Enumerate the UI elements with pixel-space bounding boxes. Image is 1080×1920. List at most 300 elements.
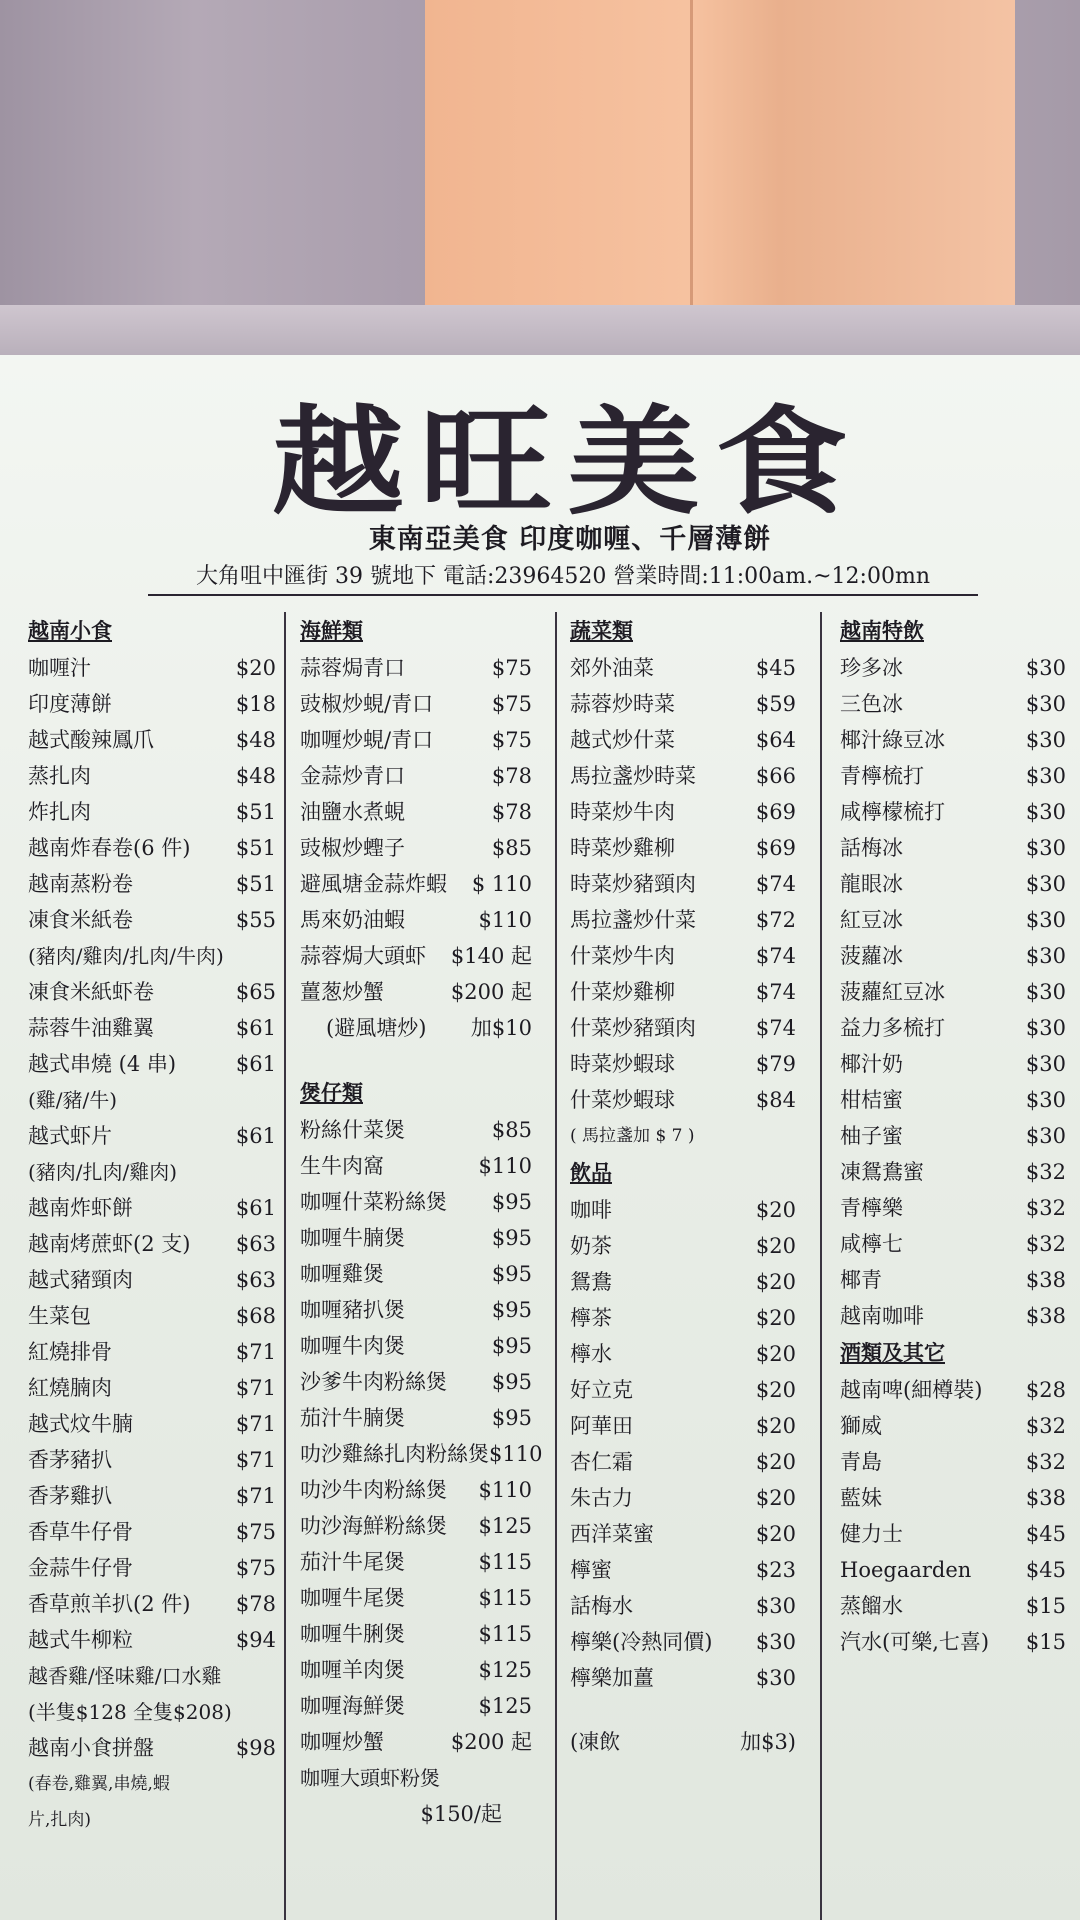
menu-item bbox=[300, 1400, 532, 1436]
item-name: 香茅豬扒 bbox=[28, 1448, 112, 1472]
item-price: $200 起 bbox=[450, 1730, 532, 1754]
item-price: $30 bbox=[1025, 692, 1066, 716]
menu-item bbox=[840, 686, 1066, 722]
restaurant-address: 大角咀中匯街 39 號地下 電話:23964520 營業時間:11:00am.~12:00mn bbox=[148, 560, 978, 596]
item-price: $95 bbox=[491, 1370, 532, 1394]
menu-item bbox=[570, 1660, 796, 1696]
item-price: $32 bbox=[1025, 1232, 1066, 1256]
menu-item bbox=[840, 1226, 1066, 1262]
item-price: $200 起 bbox=[450, 980, 532, 1004]
item-note: (豬肉/扎肉/雞肉) bbox=[28, 1160, 178, 1184]
item-price: $30 bbox=[1025, 836, 1066, 860]
item-price: $95 bbox=[491, 1406, 532, 1430]
item-name: 三色冰 bbox=[840, 692, 903, 716]
item-price: $30 bbox=[755, 1594, 796, 1618]
menu-column-vegetables-drinks bbox=[570, 612, 796, 1760]
menu-item bbox=[28, 974, 276, 1010]
item-price: $63 bbox=[235, 1232, 276, 1256]
item-name: 檸蜜 bbox=[570, 1558, 612, 1582]
menu-item bbox=[300, 1292, 532, 1328]
item-price: $66 bbox=[755, 764, 796, 788]
item-name: 越式虾片 bbox=[28, 1124, 112, 1148]
menu-item bbox=[570, 866, 796, 902]
menu-item bbox=[840, 1552, 1066, 1588]
column-divider bbox=[820, 612, 822, 1920]
item-name: 蒜蓉焗大頭虾 bbox=[300, 944, 426, 968]
menu-item bbox=[840, 1262, 1066, 1298]
item-name: 越南烤蔗虾(2 支) bbox=[28, 1232, 191, 1256]
item-name: 柚子蜜 bbox=[840, 1124, 903, 1148]
item-note: 咖喱大頭虾粉煲 bbox=[300, 1766, 440, 1790]
item-price: $51 bbox=[235, 872, 276, 896]
item-price: $45 bbox=[755, 656, 796, 680]
item-price: $38 bbox=[1025, 1486, 1066, 1510]
menu-item bbox=[840, 1298, 1066, 1334]
item-name: 蒸扎肉 bbox=[28, 764, 91, 788]
menu-item bbox=[28, 1406, 276, 1442]
item-price: $75 bbox=[491, 728, 532, 752]
item-name: 凍食米紙卷 bbox=[28, 908, 133, 932]
item-price: $110 bbox=[478, 908, 532, 932]
menu-item bbox=[570, 722, 796, 758]
item-list bbox=[840, 650, 1066, 1334]
menu-item bbox=[28, 1622, 276, 1658]
item-name: 越南咖啡 bbox=[840, 1304, 924, 1328]
menu-item bbox=[28, 866, 276, 902]
item-price: $30 bbox=[1025, 908, 1066, 932]
item-price: $28 bbox=[1025, 1378, 1066, 1402]
item-price: $74 bbox=[755, 1016, 796, 1040]
item-note: ( 馬拉盞加 $ 7 ) bbox=[570, 1126, 695, 1146]
item-name: 時菜炒蝦球 bbox=[570, 1052, 675, 1076]
item-name: 青檸樂 bbox=[840, 1196, 903, 1220]
item-name: 菠蘿紅豆冰 bbox=[840, 980, 945, 1004]
menu-item bbox=[840, 1516, 1066, 1552]
item-name: 咖喱炒蟹 bbox=[300, 1730, 384, 1754]
item-price: $30 bbox=[1025, 1124, 1066, 1148]
menu-item bbox=[840, 1372, 1066, 1408]
menu-item bbox=[570, 902, 796, 938]
menu-column-seafood bbox=[300, 612, 543, 1832]
item-list bbox=[840, 1372, 1066, 1660]
item-price: $20 bbox=[755, 1486, 796, 1510]
board-seam bbox=[690, 0, 693, 305]
item-name: 時菜炒雞柳 bbox=[570, 836, 675, 860]
item-name: 青島 bbox=[840, 1450, 882, 1474]
item-name: 什菜炒雞柳 bbox=[570, 980, 675, 1004]
item-price: $125 bbox=[478, 1658, 532, 1682]
item-price: $95 bbox=[491, 1334, 532, 1358]
item-price: $74 bbox=[755, 944, 796, 968]
item-price: $ 110 bbox=[471, 872, 532, 896]
menu-item bbox=[300, 1508, 532, 1544]
menu-column-snacks bbox=[28, 612, 276, 1838]
item-name: 粉絲什菜煲 bbox=[300, 1118, 405, 1142]
menu-item bbox=[570, 1082, 796, 1118]
item-name: 越式酸辣鳳爪 bbox=[28, 728, 154, 752]
item-price: 加$10 bbox=[470, 1016, 532, 1040]
menu-item bbox=[28, 794, 276, 830]
item-name: 檸樂(冷熱同價) bbox=[570, 1630, 713, 1654]
item-name: 咖喱什菜粉絲煲 bbox=[300, 1190, 447, 1214]
menu-item bbox=[300, 938, 532, 974]
item-price: $20 bbox=[755, 1522, 796, 1546]
menu-item bbox=[570, 1300, 796, 1336]
item-price: $20 bbox=[755, 1234, 796, 1258]
item-name: 獅威 bbox=[840, 1414, 882, 1438]
menu-item bbox=[570, 1724, 796, 1760]
menu-item bbox=[28, 1370, 276, 1406]
menu-item bbox=[570, 1444, 796, 1480]
section-heading: 海鮮類 bbox=[300, 618, 363, 643]
item-name: 咖喱牛尾煲 bbox=[300, 1586, 405, 1610]
item-list bbox=[300, 650, 532, 1010]
item-price: $45 bbox=[1025, 1558, 1066, 1582]
menu-item bbox=[840, 1010, 1066, 1046]
background-board bbox=[425, 0, 1015, 305]
menu-item bbox=[840, 866, 1066, 902]
item-name: 茄汁牛腩煲 bbox=[300, 1406, 405, 1430]
item-price: $20 bbox=[755, 1450, 796, 1474]
item-price: $94 bbox=[235, 1628, 276, 1652]
item-name: 咸檸七 bbox=[840, 1232, 903, 1256]
menu-item bbox=[28, 1586, 276, 1622]
menu-item bbox=[300, 1436, 543, 1472]
item-price: $110 bbox=[489, 1442, 543, 1466]
item-list bbox=[28, 1190, 276, 1658]
menu-item bbox=[840, 794, 1066, 830]
menu-item bbox=[570, 1588, 796, 1624]
item-name: 蒜蓉焗青口 bbox=[300, 656, 405, 680]
item-price: $125 bbox=[478, 1514, 532, 1538]
item-price: $30 bbox=[1025, 1088, 1066, 1112]
menu-item bbox=[570, 830, 796, 866]
item-name: 印度薄餅 bbox=[28, 692, 112, 716]
item-name: 越式串燒 (4 串) bbox=[28, 1052, 177, 1076]
restaurant-subtitle: 東南亞美食 印度咖喱、千層薄餅 bbox=[368, 524, 772, 555]
item-price: $64 bbox=[755, 728, 796, 752]
item-name: 龍眼冰 bbox=[840, 872, 903, 896]
item-price: $71 bbox=[235, 1484, 276, 1508]
item-name: 金蒜牛仔骨 bbox=[28, 1556, 133, 1580]
item-price: $48 bbox=[235, 728, 276, 752]
menu-item bbox=[300, 1010, 532, 1046]
menu-item bbox=[840, 1480, 1066, 1516]
item-list bbox=[28, 974, 276, 1082]
item-name: 凍食米紙虾卷 bbox=[28, 980, 154, 1004]
item-name: 蒸餾水 bbox=[840, 1594, 903, 1618]
menu-item bbox=[570, 1408, 796, 1444]
menu-item bbox=[570, 1372, 796, 1408]
menu-item bbox=[28, 1010, 276, 1046]
menu-item bbox=[570, 1264, 796, 1300]
menu-item bbox=[28, 1334, 276, 1370]
menu-item bbox=[570, 1552, 796, 1588]
item-name: 叻沙牛肉粉絲煲 bbox=[300, 1478, 447, 1502]
item-list bbox=[28, 650, 276, 938]
menu-item bbox=[840, 1046, 1066, 1082]
menu-item bbox=[840, 1444, 1066, 1480]
item-name: 健力士 bbox=[840, 1522, 903, 1546]
item-name: 阿華田 bbox=[570, 1414, 633, 1438]
menu-item bbox=[28, 830, 276, 866]
item-name: 炸扎肉 bbox=[28, 800, 91, 824]
item-price: 加$3) bbox=[740, 1730, 796, 1754]
menu-item bbox=[300, 794, 532, 830]
item-price: $30 bbox=[755, 1666, 796, 1690]
item-name: 青檸梳打 bbox=[840, 764, 924, 788]
item-price: $115 bbox=[478, 1550, 532, 1574]
item-price: $150/起 bbox=[420, 1802, 502, 1826]
item-note: (豬肉/雞肉/扎肉/牛肉) bbox=[28, 944, 224, 968]
item-name: 話梅水 bbox=[570, 1594, 633, 1618]
item-price: $125 bbox=[478, 1694, 532, 1718]
menu-item bbox=[300, 1256, 532, 1292]
item-price: $95 bbox=[491, 1226, 532, 1250]
section-gap bbox=[570, 1696, 796, 1724]
menu-item bbox=[300, 1688, 532, 1724]
section-heading: 越南特飲 bbox=[840, 618, 924, 643]
item-name: 時菜炒豬頸肉 bbox=[570, 872, 696, 896]
menu-item bbox=[300, 1148, 532, 1184]
item-name: 咖喱雞煲 bbox=[300, 1262, 384, 1286]
item-note: (避風塘炒) bbox=[326, 1016, 427, 1040]
item-price: $38 bbox=[1025, 1268, 1066, 1292]
item-name: 好立克 bbox=[570, 1378, 633, 1402]
menu-item bbox=[28, 686, 276, 722]
item-name: 薑葱炒蟹 bbox=[300, 980, 384, 1004]
menu-item bbox=[300, 722, 532, 758]
item-name: 檸水 bbox=[570, 1342, 612, 1366]
item-price: $59 bbox=[755, 692, 796, 716]
item-name: 紅燒排骨 bbox=[28, 1340, 112, 1364]
item-price: $95 bbox=[491, 1298, 532, 1322]
menu-item bbox=[570, 1336, 796, 1372]
item-name: 朱古力 bbox=[570, 1486, 633, 1510]
menu-item bbox=[28, 1550, 276, 1586]
item-name: 咖喱汁 bbox=[28, 656, 91, 680]
menu-item bbox=[570, 1192, 796, 1228]
item-name: 西洋菜蜜 bbox=[570, 1522, 654, 1546]
menu-item bbox=[840, 650, 1066, 686]
restaurant-title: 越旺美食 bbox=[271, 393, 864, 531]
item-name: 越南啤(細樽裝) bbox=[840, 1378, 983, 1402]
item-price: $45 bbox=[1025, 1522, 1066, 1546]
item-note: (凍飲 bbox=[570, 1730, 621, 1754]
item-name: 椰青 bbox=[840, 1268, 882, 1292]
menu-item bbox=[840, 1118, 1066, 1154]
item-price: $20 bbox=[755, 1414, 796, 1438]
item-name: 叻沙海鮮粉絲煲 bbox=[300, 1514, 447, 1538]
menu-item bbox=[28, 1226, 276, 1262]
item-price: $20 bbox=[755, 1342, 796, 1366]
menu-item bbox=[28, 1262, 276, 1298]
item-price: $51 bbox=[235, 836, 276, 860]
menu-item bbox=[840, 722, 1066, 758]
item-price: $15 bbox=[1025, 1630, 1066, 1654]
item-name: 香草牛仔骨 bbox=[28, 1520, 133, 1544]
item-price: $74 bbox=[755, 980, 796, 1004]
section-heading: 越南小食 bbox=[28, 618, 112, 643]
item-price: $84 bbox=[755, 1088, 796, 1112]
item-name: 咖喱牛腩煲 bbox=[300, 1226, 405, 1250]
menu-item bbox=[840, 1190, 1066, 1226]
section-gap bbox=[300, 1046, 532, 1074]
item-note: 越香雞/怪味雞/口水雞 bbox=[28, 1664, 222, 1688]
item-price: $30 bbox=[1025, 944, 1066, 968]
item-price: $115 bbox=[478, 1586, 532, 1610]
item-price: $61 bbox=[235, 1124, 276, 1148]
item-price: $85 bbox=[491, 836, 532, 860]
menu-item bbox=[28, 1514, 276, 1550]
item-price: $55 bbox=[235, 908, 276, 932]
item-price: $140 起 bbox=[450, 944, 532, 968]
item-note: (半隻$128 全隻$208) bbox=[28, 1700, 232, 1724]
item-price: $75 bbox=[235, 1556, 276, 1580]
item-name: 越南炸虾餅 bbox=[28, 1196, 133, 1220]
item-name: 珍多冰 bbox=[840, 656, 903, 680]
item-price: $51 bbox=[235, 800, 276, 824]
item-price: $30 bbox=[1025, 656, 1066, 680]
menu-item bbox=[840, 974, 1066, 1010]
menu-item bbox=[570, 1516, 796, 1552]
item-note: (雞/豬/牛) bbox=[28, 1088, 118, 1112]
menu-item bbox=[28, 1298, 276, 1334]
item-name: 紅燒腩肉 bbox=[28, 1376, 112, 1400]
item-name: 汽水(可樂,七喜) bbox=[840, 1630, 990, 1654]
menu-item bbox=[840, 1082, 1066, 1118]
item-name: 奶茶 bbox=[570, 1234, 612, 1258]
item-price: $20 bbox=[755, 1378, 796, 1402]
item-price: $61 bbox=[235, 1196, 276, 1220]
menu-item bbox=[28, 1442, 276, 1478]
menu-item bbox=[300, 650, 532, 686]
item-price: $85 bbox=[491, 1118, 532, 1142]
item-price: $30 bbox=[1025, 980, 1066, 1004]
item-name: 時菜炒牛肉 bbox=[570, 800, 675, 824]
menu-item bbox=[570, 938, 796, 974]
item-list bbox=[570, 650, 796, 1118]
item-name: 油鹽水煮蜆 bbox=[300, 800, 405, 824]
item-price: $68 bbox=[235, 1304, 276, 1328]
menu-item bbox=[300, 1616, 532, 1652]
item-name: 避風塘金蒜炸蝦 bbox=[300, 872, 447, 896]
item-price: $75 bbox=[491, 692, 532, 716]
item-price: $65 bbox=[235, 980, 276, 1004]
menu-item bbox=[570, 974, 796, 1010]
menu-item bbox=[28, 1118, 276, 1154]
item-name: 椰汁綠豆冰 bbox=[840, 728, 945, 752]
menu-item bbox=[840, 1624, 1066, 1660]
menu-item bbox=[840, 902, 1066, 938]
menu-item bbox=[300, 1724, 532, 1760]
item-price: $30 bbox=[1025, 1016, 1066, 1040]
item-price: $23 bbox=[755, 1558, 796, 1582]
item-name: 越式炒什菜 bbox=[570, 728, 675, 752]
menu-item bbox=[840, 830, 1066, 866]
menu-item bbox=[840, 1588, 1066, 1624]
item-price: $71 bbox=[235, 1340, 276, 1364]
item-name: 蒜蓉炒時菜 bbox=[570, 692, 675, 716]
menu-item bbox=[570, 1624, 796, 1660]
section-heading: 煲仔類 bbox=[300, 1080, 363, 1105]
item-name: 咖喱豬扒煲 bbox=[300, 1298, 405, 1322]
menu-item bbox=[28, 1730, 276, 1766]
item-price: $30 bbox=[1025, 728, 1066, 752]
item-price: $115 bbox=[478, 1622, 532, 1646]
item-name: 咸檸檬梳打 bbox=[840, 800, 945, 824]
item-list bbox=[300, 1112, 543, 1760]
item-price: $30 bbox=[1025, 872, 1066, 896]
menu-item bbox=[840, 938, 1066, 974]
menu-item bbox=[28, 1478, 276, 1514]
menu-item bbox=[300, 1796, 532, 1832]
menu-item bbox=[28, 650, 276, 686]
item-name: 什菜炒蝦球 bbox=[570, 1088, 675, 1112]
item-price: $30 bbox=[1025, 764, 1066, 788]
item-price: $30 bbox=[1025, 1052, 1066, 1076]
menu-item bbox=[300, 1364, 532, 1400]
menu-item bbox=[570, 758, 796, 794]
item-name: 咖喱牛肉煲 bbox=[300, 1334, 405, 1358]
item-price: $110 bbox=[478, 1154, 532, 1178]
item-name: 香草煎羊扒(2 件) bbox=[28, 1592, 191, 1616]
menu-item bbox=[300, 1544, 532, 1580]
item-name: 金蒜炒青口 bbox=[300, 764, 405, 788]
item-name: 越式牛柳粒 bbox=[28, 1628, 133, 1652]
item-name: 椰汁奶 bbox=[840, 1052, 903, 1076]
item-name: 什菜炒牛肉 bbox=[570, 944, 675, 968]
section-heading: 蔬菜類 bbox=[570, 618, 633, 643]
menu-item bbox=[28, 902, 276, 938]
menu-item bbox=[840, 758, 1066, 794]
item-name: 茄汁牛尾煲 bbox=[300, 1550, 405, 1574]
item-name: 益力多梳打 bbox=[840, 1016, 945, 1040]
item-price: $63 bbox=[235, 1268, 276, 1292]
item-name: 話梅冰 bbox=[840, 836, 903, 860]
item-name: 什菜炒豬頸肉 bbox=[570, 1016, 696, 1040]
menu-item bbox=[300, 866, 532, 902]
menu-item bbox=[300, 1472, 532, 1508]
item-list bbox=[28, 1118, 276, 1154]
menu-item bbox=[570, 650, 796, 686]
menu-item bbox=[300, 902, 532, 938]
item-price: $78 bbox=[491, 764, 532, 788]
item-name: 菠蘿冰 bbox=[840, 944, 903, 968]
item-name: 馬拉盞炒什菜 bbox=[570, 908, 696, 932]
item-price: $32 bbox=[1025, 1450, 1066, 1474]
menu-item bbox=[28, 722, 276, 758]
menu-item bbox=[28, 758, 276, 794]
item-price: $18 bbox=[235, 692, 276, 716]
column-divider bbox=[555, 612, 557, 1920]
item-price: $98 bbox=[235, 1736, 276, 1760]
item-price: $69 bbox=[755, 836, 796, 860]
menu-item bbox=[570, 1480, 796, 1516]
item-name: 咖喱羊肉煲 bbox=[300, 1658, 405, 1682]
item-price: $30 bbox=[755, 1630, 796, 1654]
item-price: $95 bbox=[491, 1262, 532, 1286]
menu-item bbox=[300, 686, 532, 722]
item-price: $71 bbox=[235, 1448, 276, 1472]
menu-item bbox=[300, 974, 532, 1010]
item-name: 咖喱海鮮煲 bbox=[300, 1694, 405, 1718]
item-name: Hoegaarden bbox=[840, 1558, 972, 1582]
item-name: 鴛鴦 bbox=[570, 1270, 612, 1294]
item-name: 越南小食拼盤 bbox=[28, 1736, 154, 1760]
item-name: 咖喱牛脷煲 bbox=[300, 1622, 405, 1646]
item-price: $32 bbox=[1025, 1160, 1066, 1184]
